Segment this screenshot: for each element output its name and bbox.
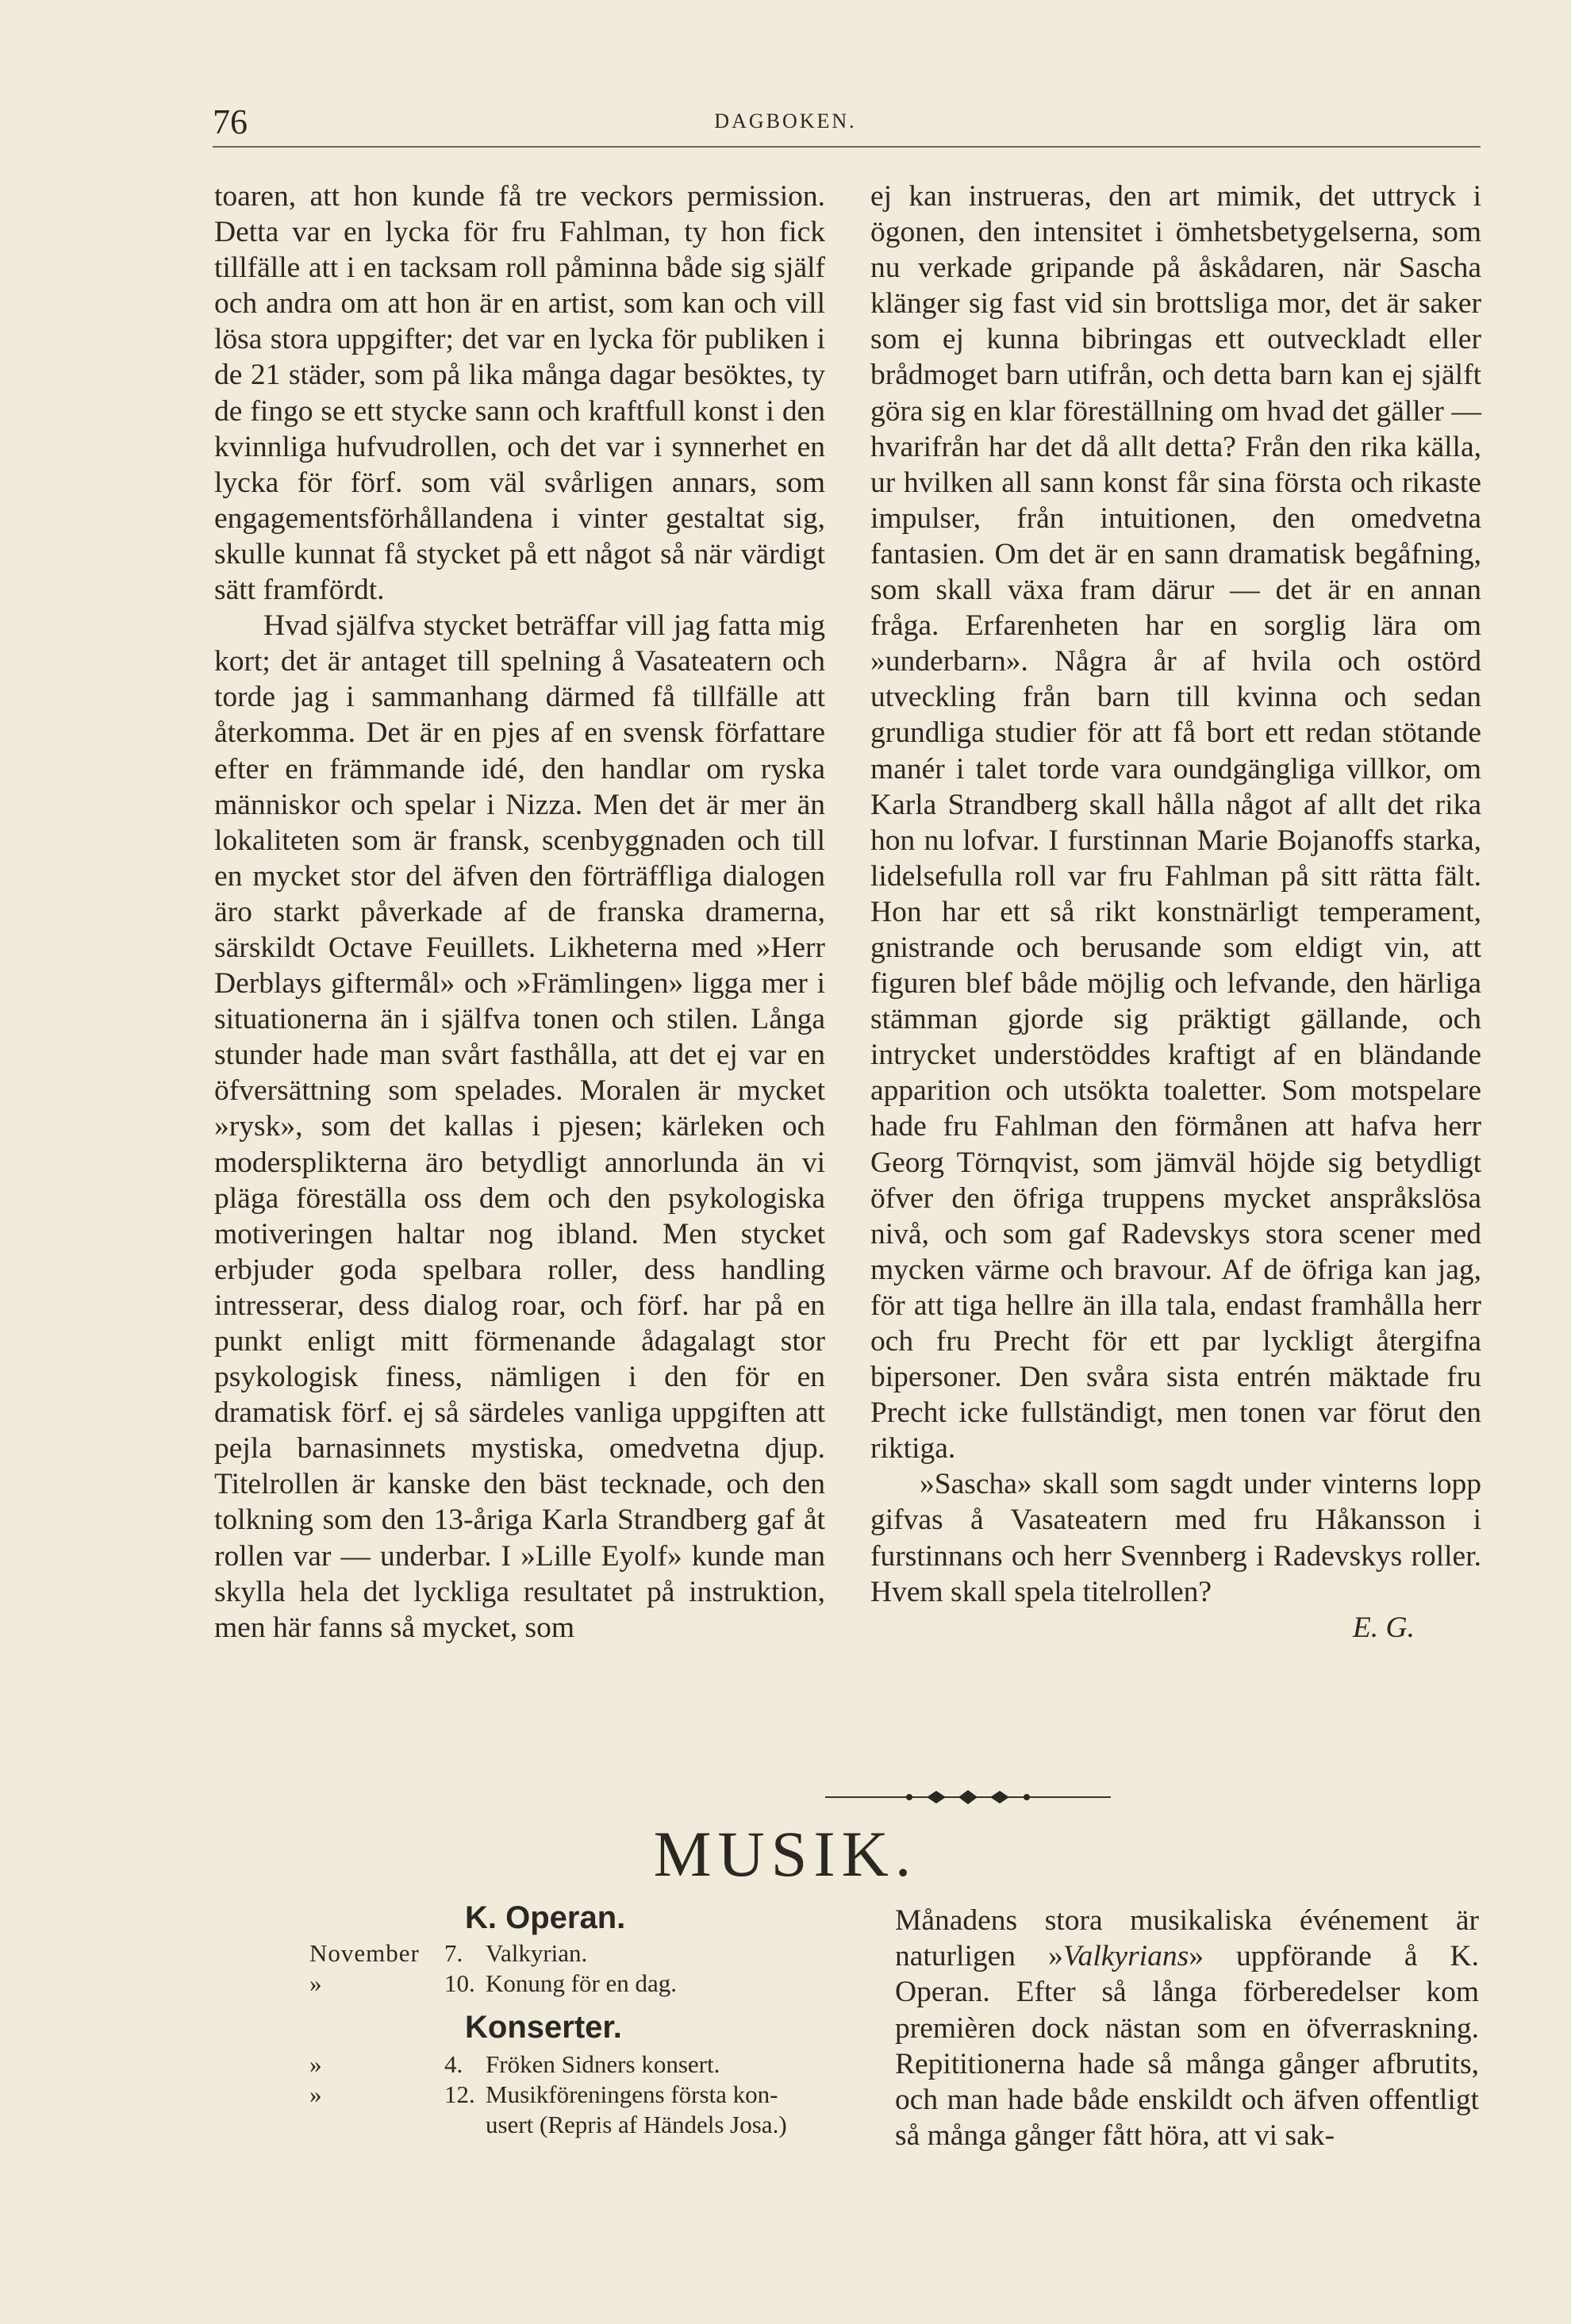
- music-paragraph: [895, 1903, 1479, 2153]
- listing-month: November: [309, 1939, 420, 1967]
- listing-row: [309, 1938, 881, 1969]
- running-head: DAGBOKEN.: [714, 109, 857, 133]
- author-signature: E. G.: [1352, 1611, 1415, 1644]
- listing-title: [486, 2080, 881, 2140]
- concert-listings: [309, 1900, 881, 2140]
- listing-month: »: [309, 1969, 323, 1997]
- listing-day: 7.: [444, 1939, 463, 1967]
- listing-row: [309, 1969, 881, 1999]
- music-text-before: Månadens stora musikaliska événement är naturligen »: [895, 1904, 1479, 1973]
- listing-title-line-1: Musikföreningens första kon-: [486, 2080, 778, 2108]
- right-paragraph-1: ej kan instrueras, den art mimik, det uttryck i ögonen, den intensitet i ömhetsbetygelserna, som nu verkade gripande på åskådaren, när Sascha klänger sig fast vid sin brottsliga mor, det är saker som ej kunna bibringas ett outveckladt eller brådmoget barn utifrån, och detta barn kan ej själft göra sig en klar föreställning om hvad det gäller — hvarifrån har det då allt detta? Från den rika källa, ur hvilken all sann konst får sina första och rikaste impulser, från intuitionen, den omedvetna fantasien. Om det är en sann dramatisk begåfning, som skall växa fram därur — det är en annan fråga. Erfarenheten har en sorglig lära om »underbarn». Några år af hvila och ostörd utveckling från barn till kvinna och sedan grundliga studier för att få bort ett redan stötande manér i talet torde vara oundgängliga villkor, om Karla Strandberg skall hålla något af allt det rika hon nu lofvar. I furstinnan Marie Bojanoffs starka, lidelsefulla roll var fru Fahlman på sitt rätta fält. Hon har ett så rikt konstnärligt temperament, gnistrande och berusande som eldigt vin, att figuren blef både möjlig och lefvande, den härliga stämman gjorde sig präktigt gällande, och intrycket understöddes kraftigt af en bländande apparition och utsökta toaletter. Som motspelare hade fru Fahlman den förmånen att hafva herr Georg Törnqvist, som jämväl höjde sig betydligt öfver den öfriga truppens mycket anspråkslösa nivå, och som gaf Radevskys stora scener med mycken värme och bravour. Af de öfriga kan jag, för att tiga hellre än illa tala, endast framhålla herr och fru Precht för ett par lyckligt återgifna bipersoner. Den svåra sista entrén mäktade fru Precht icke fullständigt, men tonen var förut den riktiga.: [870, 180, 1481, 1465]
- listing-title: Fröken Sidners konsert.: [486, 2050, 720, 2078]
- header-rule: [213, 146, 1481, 148]
- left-column: [214, 179, 825, 1646]
- listing-title: Konung för en dag.: [486, 1969, 678, 1997]
- konserter-heading: Konserter.: [465, 2010, 622, 2045]
- music-text-after: » uppförande å K. Operan. Efter så långa förberedelser kom premièren dock nästan som en öfverraskning. Repititionerna hade så många gånger afbrutits, och man hade både enskildt och äfven offentligt så många gånger fått höra, att vi sak-: [895, 1940, 1479, 2153]
- listing-row: [309, 2049, 881, 2080]
- left-paragraph-1: toaren, att hon kunde få tre veckors permission. Detta var en lycka för fru Fahlman, ty hon fick tillfälle att i en tacksam roll påminna både sig själf och andra om att hon är en artist, som kan och vill lösa stora uppgifter; det var en lycka för publiken i de 21 städer, som på lika många dagar besöktes, ty de fingo se ett stycke sann och kraftfull konst i den kvinnliga hufvudrollen, och det var i synnerhet en lycka för förf. som väl svårligen annars, som engagementsförhållandena i vinter gestaltat sig, skulle kunnat få stycket på ett något så när värdigt sätt framfördt.: [214, 180, 825, 607]
- listing-title-line-2: usert (Repris af Händels Josa.): [486, 2111, 787, 2138]
- music-section-text: [895, 1903, 1479, 2153]
- listing-month: »: [309, 2080, 323, 2108]
- music-section-title: MUSIK.: [653, 1818, 918, 1890]
- listing-month: »: [309, 2050, 323, 2078]
- listing-title: Valkyrian.: [486, 1939, 588, 1967]
- section-divider-ornament: [825, 1787, 1111, 1807]
- listing-row: [309, 2080, 881, 2140]
- listing-day: 4.: [444, 2050, 463, 2078]
- listing-day: 10.: [444, 1969, 475, 1997]
- operan-heading: K. Operan.: [465, 1900, 626, 1935]
- right-paragraph-2: »Sascha» skall som sagdt under vinterns lopp gifvas å Vasateatern med fru Håkansson i furstinnans och herr Svennberg i Radevskys roller. Hvem skall spela titelrollen?: [870, 1468, 1481, 1608]
- left-paragraph-2: Hvad själfva stycket beträffar vill jag fatta mig kort; det är antaget till spelning å Vasateatern och torde jag i sammanhang därmed få tillfälle att återkomma. Det är en pjes af en svensk författare efter en främmande idé, den handlar om ryska människor och spelar i Nizza. Men det är mer än lokaliteten som är fransk, scenbyggnaden och till en mycket stor del äfven den förträffliga dialogen äro starkt påverkade af de franska dramerna, särskildt Octave Feuillets. Likheterna med »Herr Derblays giftermål» och »Främlingen» ligga mer i situationerna än i själfva tonen och stilen. Långa stunder hade man svårt fasthålla, att det ej var en öfversättning som spelades. Moralen är mycket »rysk», som det kallas i pjesen; kärleken och modersplikterna äro betydligt annorlunda än vi pläga föreställa oss dem och den psykologiska motiveringen haltar nog ibland. Men stycket erbjuder goda spelbara roller, dess handling intresserar, dess dialog roar, och förf. har på en punkt enligt mitt förmenande ådagalagt stor psykologisk finess, nämligen i den för en dramatisk förf. ej så särdeles vanliga uppgiften att pejla barnasinnets mystiska, omedvetna djup. Titelrollen är kanske den bäst tecknade, och den tolkning som den 13-åriga Karla Strandberg gaf åt rollen var — underbar. I »Lille Eyolf» kunde man skylla hela det lyckliga resultatet på instruktion, men här fanns så mycket, som: [214, 609, 825, 1644]
- right-column: [870, 179, 1481, 1646]
- music-text-italic-title: Valkyrians: [1062, 1940, 1189, 1973]
- listing-day: 12.: [444, 2080, 475, 2108]
- page-number: 76: [213, 102, 248, 141]
